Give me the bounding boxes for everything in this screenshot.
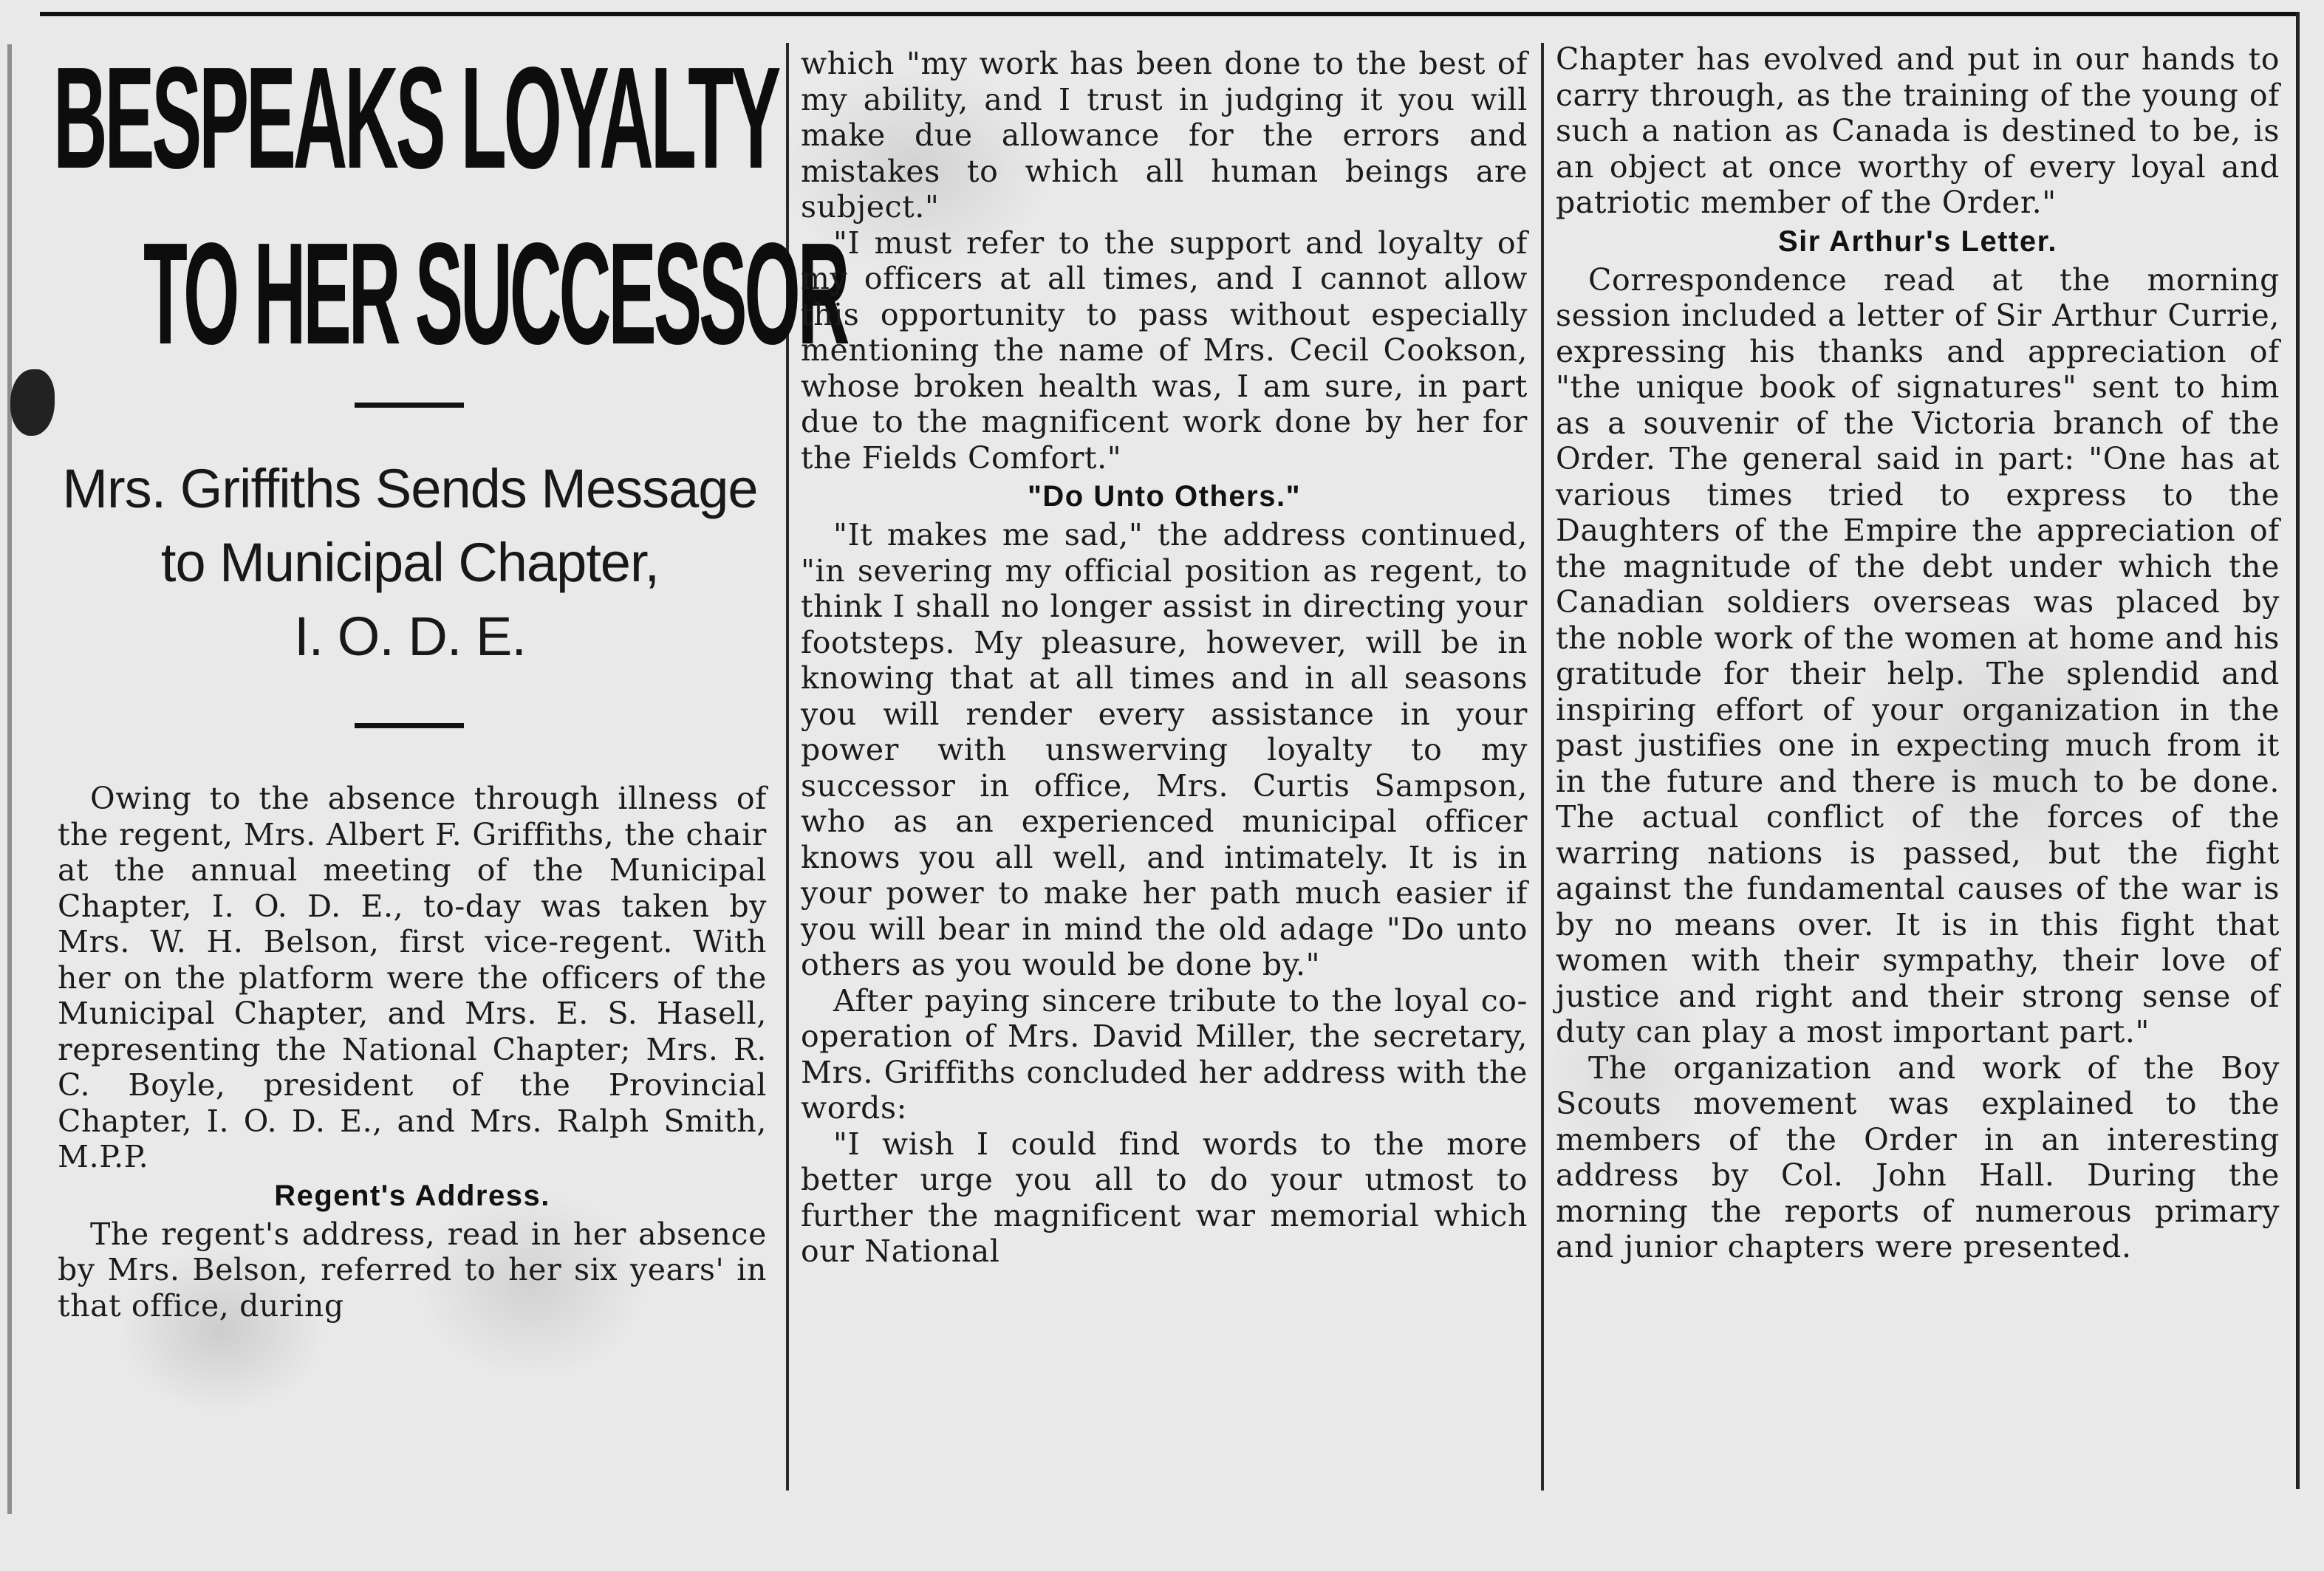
paragraph: "I wish I could find words to the more better urge you all to do your utmost to further the magnificent war memorial which our National [801,1126,1528,1269]
subheadline-line-3: I. O. D. E. [294,606,526,667]
paragraph: The regent's address, read in her absence by Mrs. Belson, referred to her six years' in that office, during [58,1216,767,1324]
left-edge-shadow [7,44,12,1514]
article-column-3 [1556,41,2280,1265]
top-rule [40,12,2297,16]
paragraph-continued: which "my work has been done to the best of my ability, and I trust in judging it you will make due allowance for the errors and mistakes to which all human beings are subject." [801,46,1528,225]
paragraph: Correspondence read at the morning session included a letter of Sir Arthur Currie, expressing his thanks and appreciation of "the unique book of signatures" sent to him as a souvenir of the Victoria branch of the Order. The general said in part: "One has at various times tried to express to the Daughters of the Empire the appreciation of the magnitude of the debt under which the Canadian soldiers overseas was placed by the noble work of the women at home and his gratitude for their help. The splendid and inspiring effort of your organization in the past justifies one in expecting much from it in the future and there is much to be done. The actual conflict of the forces of the warring nations is passed, but the fight against the fundamental causes of the war is by no means over. It is in this fight that women with their sympathy, their love of justice and right and their strong sense of duty can play a most important part." [1556,261,2280,1050]
paragraph: "It makes me sad," the address continued, "in severing my official position as regent, to think I shall no longer assist in directing your footsteps. My pleasure, however, will be in knowing that at all times and in all seasons you will render every assistance in your power with unswerving loyalty to my successor in office, Mrs. Curtis Sampson, who as an experienced municipal officer knows you all well, and intimately. It is in your power to make her path much easier if you will bear in mind the old adage "Do unto others as you would be done by." [801,517,1528,982]
article-column-1 [58,781,767,1324]
article-column-2 [801,46,1528,1270]
headline-line-2: TO HER SUCCESSOR [143,213,847,374]
section-heading-do-unto-others: "Do Unto Others." [1027,480,1302,513]
right-rule [2296,12,2300,1489]
paragraph: "I must refer to the support and loyalty of my officers at all times, and I cannot allow this opportunity to pass without especially mentioning the name of Mrs. Cecil Cookson, whose broken health was, I am sure, in part due to the magnificent work done by her for the Fields Comfort." [801,225,1528,476]
subheadline [44,452,776,674]
headline-line-1: BESPEAKS LOYALTY [53,37,779,199]
paragraph: After paying sincere tribute to the loyal co-operation of Mrs. David Miller, the secretary, Mrs. Griffiths concluded her address with the words: [801,982,1528,1126]
subheadline-line-1: Mrs. Griffiths Sends Message [62,458,758,519]
subheadline-line-2: to Municipal Chapter, [160,532,660,593]
column-rule-2 [1541,43,1544,1490]
paragraph-continued: Chapter has evolved and put in our hands to carry through, as the training of the young of such a nation as Canada is destined to be, is an object at once worthy of every loyal and patriotic member of the Order." [1556,41,2280,220]
section-heading-sir-arthurs-letter: Sir Arthur's Letter. [1777,225,2058,258]
lead-paragraph: Owing to the absence through illness of the regent, Mrs. Albert F. Griffiths, the chair at the annual meeting of the Municipal Chapter, I. O. D. E., to-day was taken by Mrs. W. H. Belson, first vice-regent. With her on the platform were the officers of the Municipal Chapter, and Mrs. E. S. Hasell, representing the National Chapter; Mrs. R. C. Boyle, president of the Provincial Chapter, I. O. D. E., and Mrs. Ralph Smith, M.P.P. [58,781,767,1174]
paragraph: The organization and work of the Boy Scouts movement was explained to the members of the Order in an interesting address by Col. John Hall. During the morning the reports of numerous primary and junior chapters were presented. [1556,1050,2280,1264]
subheadline-divider [355,723,464,728]
ink-blot [10,369,55,436]
headline-divider [355,403,464,408]
section-heading-regents-address: Regent's Address. [274,1179,550,1212]
